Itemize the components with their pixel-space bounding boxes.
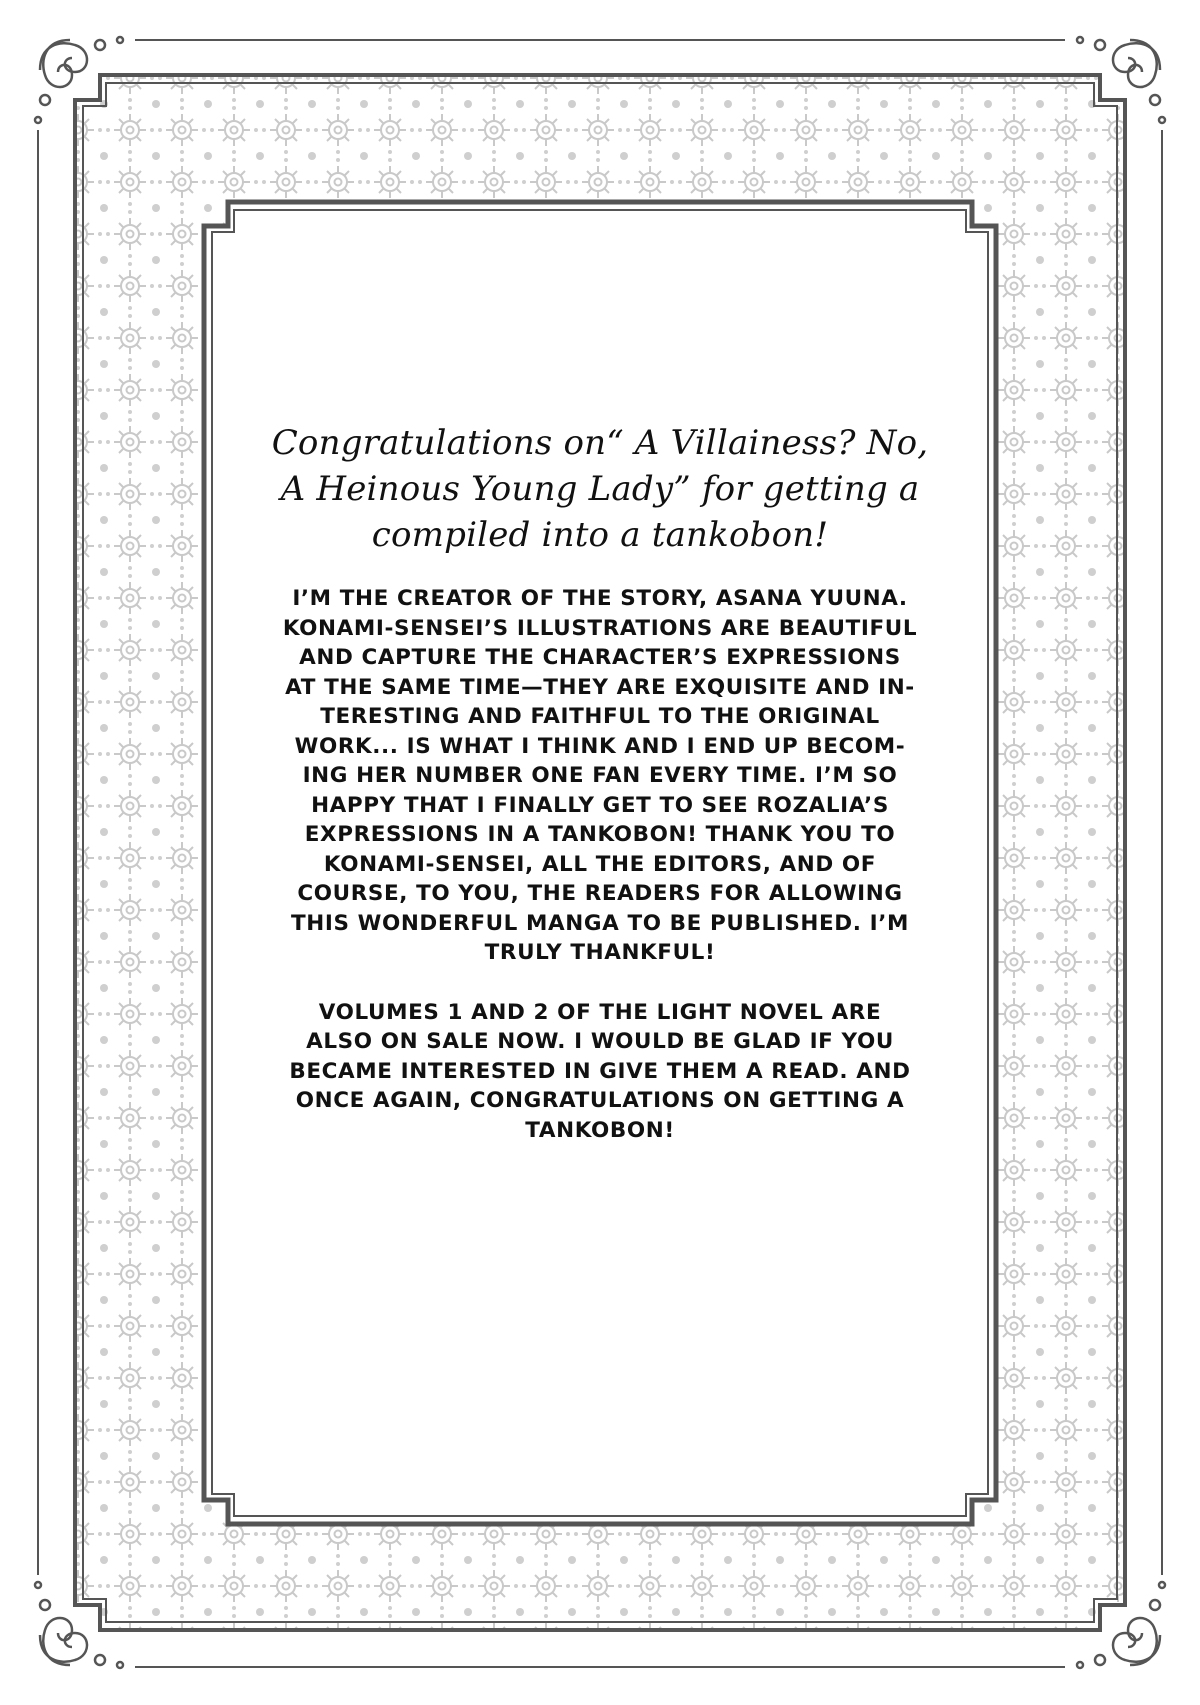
paragraph-line: WORK... IS WHAT I THINK AND I END UP BECOM- xyxy=(294,733,906,759)
congratulations-heading xyxy=(255,420,945,558)
paragraph-line: I’M THE CREATOR OF THE STORY, ASANA YUUNA. xyxy=(292,586,908,611)
paragraph-line: HAPPY THAT I FINALLY GET TO SEE ROZALIA’S xyxy=(311,792,889,818)
afterword-text xyxy=(255,420,945,1175)
paragraph-line: TERESTING AND FAITHFUL TO THE ORIGINAL xyxy=(320,704,880,729)
heading-line: compiled into a tankobon! xyxy=(371,515,829,555)
paragraph-line: AND CAPTURE THE CHARACTER’S EXPRESSIONS xyxy=(299,645,901,670)
paragraph-line: THIS WONDERFUL MANGA TO BE PUBLISHED. I’M xyxy=(291,910,909,936)
paragraph-line: VOLUMES 1 AND 2 OF THE LIGHT NOVEL ARE xyxy=(318,999,882,1025)
paragraph-line: COURSE, TO YOU, THE READERS FOR ALLOWING xyxy=(297,881,903,906)
paragraph-line: KONAMI-SENSEI’S ILLUSTRATIONS ARE BEAUTIFUL xyxy=(282,615,918,641)
paragraph-line: TANKOBON! xyxy=(525,1117,675,1143)
paragraph-line: KONAMI-SENSEI, ALL THE EDITORS, AND OF xyxy=(323,851,877,877)
paragraph-line: AT THE SAME TIME—THEY ARE EXQUISITE AND IN- xyxy=(285,674,915,700)
paragraph-line: BECAME INTERESTED IN GIVE THEM A READ. AND xyxy=(289,1058,911,1084)
heading-line: A Heinous Young Lady” for getting a xyxy=(280,469,920,509)
paragraph-line: TRULY THANKFUL! xyxy=(484,940,716,965)
light-novel-note-paragraph xyxy=(255,998,945,1146)
paragraph-line: ING HER NUMBER ONE FAN EVERY TIME. I’M SO xyxy=(302,763,898,788)
paragraph-line: EXPRESSIONS IN A TANKOBON! THANK YOU TO xyxy=(304,822,896,847)
paragraph-line: ALSO ON SALE NOW. I WOULD BE GLAD IF YOU xyxy=(306,1029,894,1054)
heading-line: Congratulations on“ A Villainess? No, xyxy=(271,423,929,463)
paragraph-line: ONCE AGAIN, CONGRATULATIONS ON GETTING A xyxy=(295,1088,905,1113)
author-message-paragraph xyxy=(255,584,945,968)
